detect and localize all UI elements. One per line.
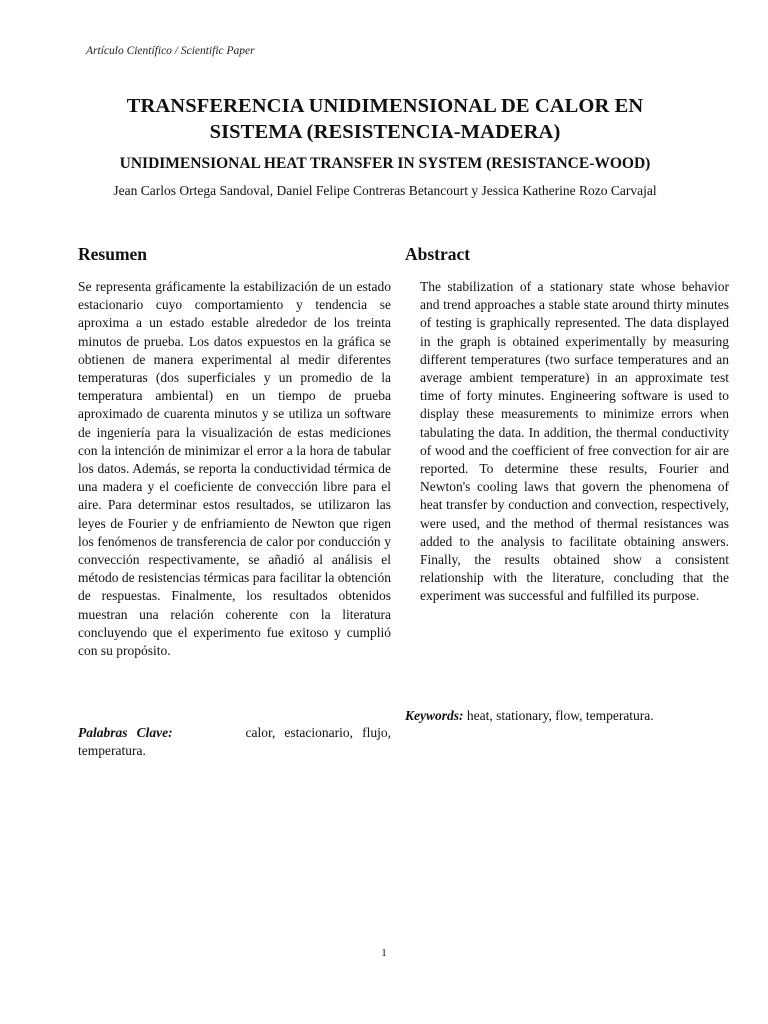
resumen-heading: Resumen — [78, 244, 148, 264]
keywords-label: Keywords: — [405, 708, 464, 723]
paper-title-english: UNIDIMENSIONAL HEAT TRANSFER IN SYSTEM (RESISTANCE-WOOD) — [119, 155, 651, 172]
resumen-body: Se representa gráficamente la estabilización de un estado estacionario cuyo comportamiento y tendencia se aproxima a un estado estable alrededor de los treinta minutos de prueba. Los datos expuestos en la gráfica se obtienen de manera experimental al medir diferentes temperaturas (dos superficiales y un promedio de la temperatura ambiental) en un tiempo de prueba aproximado de cuarenta minutos y se utiliza un software de ingeniería para la visualización de estas mediciones con la intención de minimizar el error a la hora de tabular los datos. Además, se reporta la conductividad térmica de una madera y el coeficiente de convección libre para el aire. Para determinar estos resultados, se utilizaron las leyes de Fourier y de enfriamiento de Newton que rigen los fenómenos de transferencia de calor por conducción y convección respectivamente, se añadió al análisis el método de resistencias térmicas para facilitar la obtención de respuestas. Finalmente, los resultados obtenidos muestran una relación coherente con la literatura concluyendo que el experimento fue exitoso y cumplió con su propósito. — [78, 279, 391, 659]
journal-header-note: Artículo Científico / Scientific Paper — [86, 45, 255, 57]
author-list: Jean Carlos Ortega Sandoval, Daniel Felipe Contreras Betancourt y Jessica Katherine Rozo Carvajal — [113, 183, 657, 198]
page-number: 1 — [381, 947, 387, 959]
keywords-english — [405, 707, 735, 725]
palabras-clave-values: calor, estacionario, flujo, temperatura. — [78, 725, 392, 759]
keywords-values: heat, stationary, flow, temperatura. — [466, 708, 654, 723]
palabras-clave-label: Palabras Clave: — [78, 725, 173, 740]
palabras-clave — [78, 724, 391, 760]
paper-title-line-1: TRANSFERENCIA UNIDIMENSIONAL DE CALOR EN — [126, 95, 644, 117]
abstract-body: The stabilization of a stationary state whose behavior and trend approaches a stable state around thirty minutes of testing is graphically represented. The data displayed in the graph is obtained experimentally by measuring different temperatures (two surface temperatures and an average ambient temperature) in an approximate test time of forty minutes. Engineering software is used to display these measurements to minimize errors when tabulating the data. In addition, the thermal conductivity of wood and the coefficient of free convection for air are reported. To determine these results, Fourier and Newton's cooling laws that govern the phenomena of heat transfer by conduction and convection, respectively, were used, and the method of thermal resistances was added to the analysis to facilitate obtaining answers. Finally, the results obtained show a consistent relationship with the literature, concluding that the experiment was successful and fulfilled its purpose. — [420, 279, 729, 604]
abstract-heading: Abstract — [405, 244, 471, 264]
paper-title-line-2: SISTEMA (RESISTENCIA-MADERA) — [209, 121, 561, 143]
paper-title — [60, 93, 710, 145]
